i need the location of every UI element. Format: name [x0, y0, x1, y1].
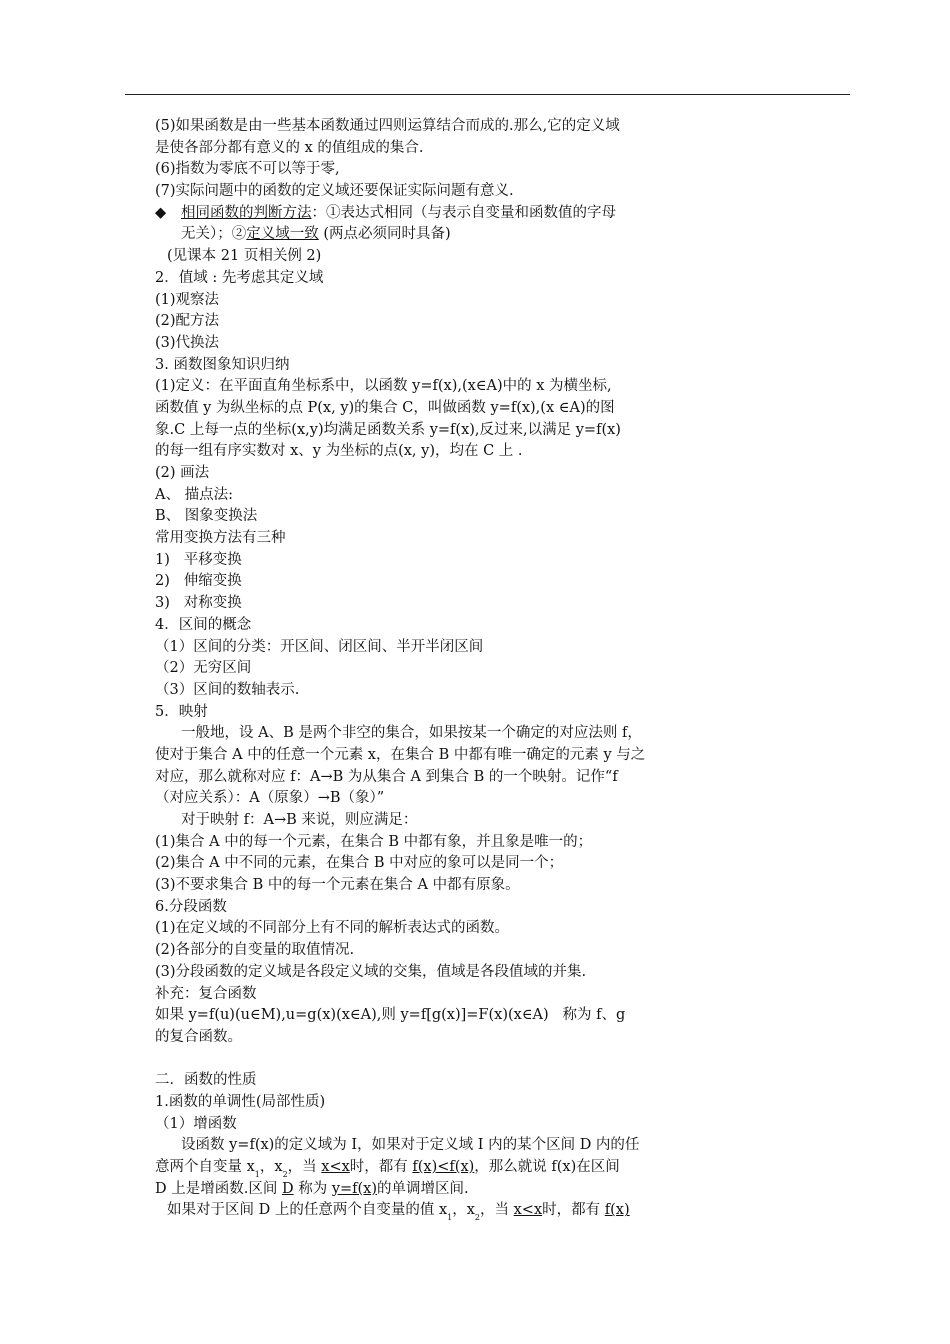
text-line: 函数值 y 为纵坐标的点 P(x, y)的集合 C，叫做函数 y=f(x),(x ∈A)的图: [155, 399, 615, 416]
header-rule: [125, 94, 850, 95]
text-line: [155, 224, 715, 246]
text-line: (2) 画法: [155, 465, 210, 481]
text-line: （1）增函数: [155, 1115, 237, 1132]
text-line: (5)如果函数是由一些基本函数通过四则运算结合而成的.那么,它的定义域: [155, 118, 620, 134]
text-line: （3）区间的数轴表示.: [155, 681, 300, 698]
section-heading: 二．函数的性质: [155, 1072, 257, 1089]
subscript: 2: [282, 1170, 288, 1179]
underlined-term: x<x: [321, 1159, 350, 1175]
underlined-term: D: [281, 1180, 294, 1197]
text-line: B、 图象变换法: [155, 508, 258, 525]
text-run: ，当: [480, 1202, 514, 1219]
text-run: D 上是增函数.区间: [155, 1180, 282, 1197]
text-line: (1)观察法: [155, 291, 220, 308]
text-run: ，x: [259, 1159, 283, 1175]
text-line: [155, 1179, 715, 1201]
text-line: (3)不要求集合 B 中的每一个元素在集合 A 中都有原象。: [155, 877, 520, 894]
text-line: (7)实际问题中的函数的定义域还要保证实际问题有意义.: [155, 183, 514, 200]
subscript: 1: [254, 1170, 260, 1179]
text-line: 使对于集合 A 中的任意一个元素 x，在集合 B 中都有唯一确定的元素 y 与之: [155, 746, 646, 763]
underlined-term: x<x: [513, 1202, 543, 1219]
diamond-bullet-icon: ◆: [155, 204, 167, 221]
section-heading: 1.函数的单调性(局部性质): [155, 1093, 326, 1110]
subscript: 2: [474, 1213, 481, 1223]
text-line: (3)分段函数的定义域是各段定义域的交集，值域是各段值域的并集.: [155, 963, 587, 980]
text-line: （对应关系）：A（原象）→B（象）”: [155, 790, 385, 807]
same-function-heading: 相同函数的判断方法: [181, 204, 312, 221]
text-run: 的单调增区间.: [377, 1180, 469, 1197]
spacer: [155, 1049, 715, 1071]
section-heading: 2．值域 : 先考虑其定义域: [155, 269, 324, 286]
text-line: 是使各部分都有意义的 x 的值组成的集合.: [155, 139, 424, 156]
text-line: (2)集合 A 中不同的元素，在集合 B 中对应的象可以是同一个；: [155, 855, 564, 872]
text-line: 2) 伸缩变换: [155, 573, 242, 590]
text-run: 无关）；②: [181, 226, 247, 243]
document-body: [155, 116, 715, 1222]
text-line: [155, 1200, 715, 1222]
underlined-term: f(x): [604, 1202, 630, 1219]
text-run: ，当: [287, 1159, 322, 1175]
text-run: 如果对于区间 D 上的任意两个自变量的值 x: [167, 1202, 448, 1219]
text-line: (2)配方法: [155, 313, 220, 330]
text-line: （2）无穷区间: [155, 660, 252, 677]
section-heading: 3. 函数图象知识归纳: [155, 356, 290, 373]
text-line: [155, 1157, 715, 1179]
text-run: ：①表达式相同（与表示自变量和函数值的字母: [311, 204, 616, 221]
section-heading: 5．映射: [155, 703, 208, 720]
text-line: （1）区间的分类：开区间、闭区间、半开半闭区间: [155, 638, 484, 655]
text-line: (2)各部分的自变量的取值情况.: [155, 942, 355, 959]
text-run: 时，都有: [349, 1159, 413, 1175]
text-line: 一般地，设 A、B 是两个非空的集合，如果按某一个确定的对应法则 f，: [181, 725, 642, 742]
text-line: 的每一组有序实数对 x、y 为坐标的点(x, y)，均在 C 上 .: [155, 443, 523, 460]
text-line: (6)指数为零底不可以等于零,: [155, 161, 340, 178]
text-line: 常用变换方法有三种: [155, 530, 286, 547]
text-line: (3)代换法: [155, 334, 220, 351]
section-heading: 6.分段函数: [155, 898, 227, 915]
text-run: 意两个自变量 x: [155, 1159, 255, 1175]
text-line: (1)在定义域的不同部分上有不同的解析表达式的函数。: [155, 920, 510, 937]
text-line: 如果 y=f(u)(u∈M),u=g(x)(x∈A),则 y=f[g(x)]=F(x)(x∈A) 称为 f、g: [155, 1007, 626, 1024]
text-line: 对于映射 f：A→B 来说，则应满足：: [181, 812, 418, 828]
section-heading: 4．区间的概念: [155, 616, 252, 633]
text-line: 对应，那么就称对应 f：A→B 为从集合 A 到集合 B 的一个映射。记作“f: [155, 768, 618, 785]
subscript: 1: [447, 1213, 453, 1223]
text-run: 称为: [293, 1180, 332, 1197]
text-line: 的复合函数。: [155, 1028, 242, 1045]
bullet-line: [155, 203, 715, 225]
text-line: (1)定义：在平面直角坐标系中，以函数 y=f(x),(x∈A)中的 x 为横坐标,: [155, 378, 612, 395]
text-line: 3) 对称变换: [155, 595, 242, 612]
text-line: (见课本 21 页相关例 2): [167, 248, 322, 265]
underlined-term: 定义域一致: [246, 226, 319, 243]
text-line: 1) 平移变换: [155, 551, 242, 568]
underlined-term: y=f(x): [331, 1180, 378, 1197]
text-line: (1)集合 A 中的每一个元素，在集合 B 中都有象，并且象是唯一的；: [155, 833, 593, 850]
text-line: 补充：复合函数: [155, 985, 257, 1002]
text-line: 象.C 上每一点的坐标(x,y)均满足函数关系 y=f(x),反过来,以满足 y=f(x): [155, 421, 621, 438]
text-line: A、 描点法:: [155, 486, 233, 503]
text-line: 设函数 y=f(x)的定义域为 I，如果对于定义域 I 内的某个区间 D 内的任: [181, 1137, 640, 1154]
text-run: 时，都有: [542, 1202, 605, 1219]
text-run: ，x: [452, 1202, 475, 1219]
text-run: ，那么就说 f(x)在区间: [474, 1159, 620, 1175]
underlined-term: f(x)<f(x): [412, 1159, 475, 1175]
text-run: (两点必须同时具备): [318, 226, 451, 243]
